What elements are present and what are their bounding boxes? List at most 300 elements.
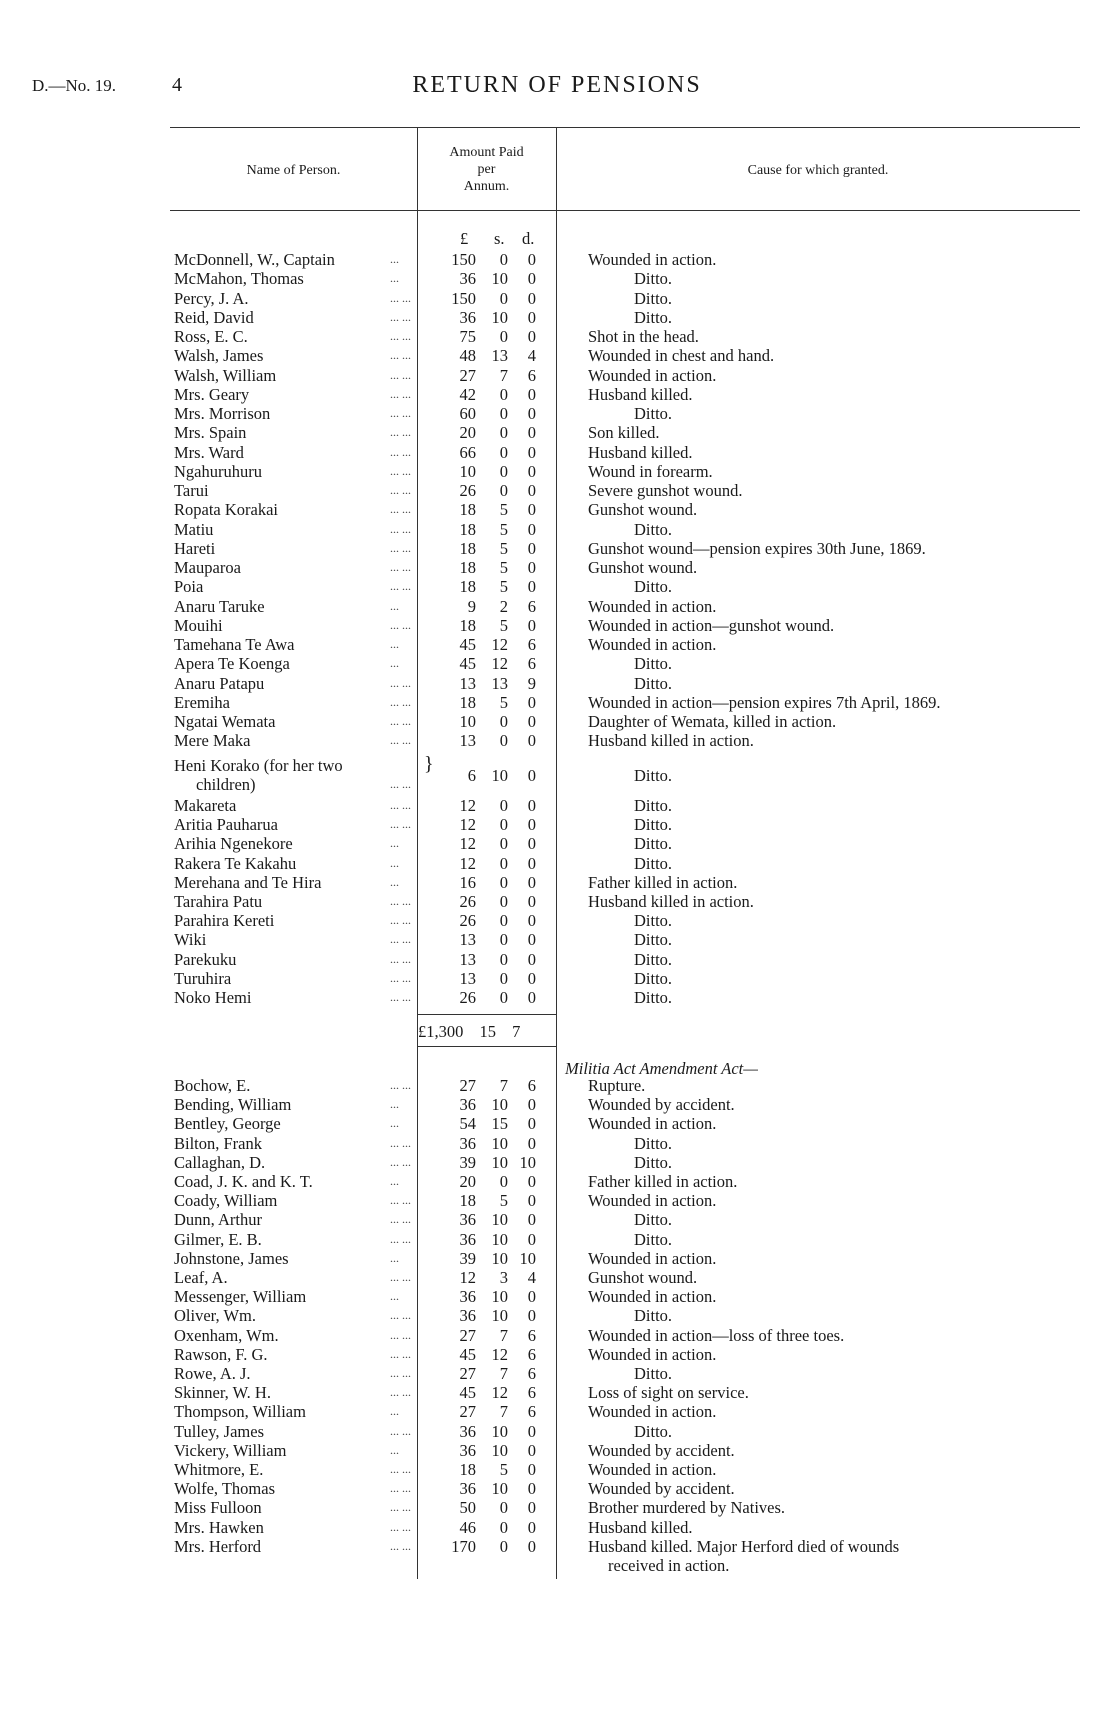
row-leader-dots: ... ... xyxy=(390,1346,411,1361)
row-pounds: 170 xyxy=(451,1537,476,1556)
unit-pence: d. xyxy=(522,229,535,248)
row-cause: Wounded by accident. xyxy=(588,1440,735,1460)
row-leader-dots: ... xyxy=(390,637,399,651)
row-cause: Wounded in action. xyxy=(588,1191,717,1211)
table-row xyxy=(0,1210,1114,1229)
row-name: Johnstone, James xyxy=(174,1248,289,1268)
row-leader-dots: ... ... xyxy=(390,1385,411,1400)
row-leader-dots: ... ... xyxy=(390,367,411,382)
row-leader-dots: ... ... xyxy=(390,1308,411,1323)
table-row xyxy=(0,834,1114,853)
row-pence: 0 xyxy=(527,796,536,815)
document-reference: D.—No. 19. xyxy=(32,76,117,95)
row-pounds: 10 xyxy=(459,461,476,481)
row-pounds: 27 xyxy=(459,1076,476,1095)
row-shillings: 0 xyxy=(499,988,508,1007)
row-leader-dots: ... ... xyxy=(390,1462,411,1476)
row-pence: 0 xyxy=(527,538,536,558)
row-shillings: 0 xyxy=(499,872,508,892)
row-pence: 0 xyxy=(527,327,536,346)
row-shillings: 7 xyxy=(499,1076,508,1095)
table-row-herford xyxy=(0,1537,1114,1577)
table-row xyxy=(0,1479,1114,1498)
row-leader-dots: ... ... xyxy=(390,675,411,690)
table-row xyxy=(0,1191,1114,1210)
row-name: Ropata Korakai xyxy=(174,500,279,520)
row-name: Walsh, James xyxy=(174,346,264,366)
row-leader-dots: ... ... xyxy=(390,951,411,966)
row-pence: 0 xyxy=(527,1440,536,1460)
row-leader-dots: ... xyxy=(390,855,399,870)
row-pence: 0 xyxy=(527,461,536,481)
row-name: Apera Te Koenga xyxy=(174,654,290,674)
table-row xyxy=(0,500,1114,519)
unit-pounds: £ xyxy=(460,229,469,248)
row-pounds: 18 xyxy=(459,615,476,635)
row-shillings: 5 xyxy=(499,538,508,558)
row-cause: Father killed in action. xyxy=(588,1172,738,1191)
row-shillings: 0 xyxy=(499,731,508,751)
table-row xyxy=(0,327,1114,346)
table-row xyxy=(0,674,1114,693)
row-shillings: 12 xyxy=(491,654,508,674)
row-name: Coad, J. K. and K. T. xyxy=(174,1172,313,1191)
row-name: Vickery, William xyxy=(174,1440,287,1460)
row-leader-dots: ... xyxy=(390,656,399,671)
row-shillings: 5 xyxy=(499,577,508,597)
row-pounds: 12 xyxy=(459,796,476,815)
table-row xyxy=(0,404,1114,423)
row-leader-dots: ... ... xyxy=(390,329,411,343)
table-row xyxy=(0,308,1114,327)
row-pence: 0 xyxy=(527,423,536,443)
row-pence: 0 xyxy=(527,481,536,500)
row-pence: 0 xyxy=(527,1306,536,1326)
row-cause: Husband killed in action. xyxy=(588,731,754,751)
row-pence: 0 xyxy=(527,853,536,873)
row-name: Ngahuruhuru xyxy=(174,461,262,481)
row-pounds: 26 xyxy=(459,892,476,911)
row-name: Heni Korako (for her two xyxy=(174,756,343,775)
row-leader-dots: ... xyxy=(390,1442,399,1457)
row-pounds: 27 xyxy=(459,1325,476,1345)
row-leader-dots: ... ... xyxy=(390,1519,411,1534)
row-pence: 4 xyxy=(527,346,536,366)
row-pounds: 36 xyxy=(459,269,476,289)
table-row xyxy=(0,796,1114,815)
row-cause: Ditto. xyxy=(634,988,673,1007)
row-shillings: 10 xyxy=(491,1287,508,1307)
row-name: Coady, William xyxy=(174,1191,278,1211)
table-row xyxy=(0,1422,1114,1441)
table-row xyxy=(0,577,1114,596)
row-pounds: 45 xyxy=(459,1344,476,1364)
row-pounds: 45 xyxy=(459,635,476,654)
row-pence: 6 xyxy=(527,1402,536,1422)
row-pence: 0 xyxy=(527,384,536,404)
row-pounds: 36 xyxy=(459,307,476,327)
row-pence: 0 xyxy=(527,1133,536,1153)
row-shillings: 0 xyxy=(499,911,508,931)
row-cause: Ditto. xyxy=(634,834,673,854)
row-leader-dots: ... xyxy=(390,1116,399,1131)
row-name: Noko Hemi xyxy=(174,988,252,1007)
row-shillings: 3 xyxy=(499,1268,508,1287)
row-cause: Wounded in action. xyxy=(588,596,717,616)
table-row xyxy=(0,854,1114,873)
row-shillings: 7 xyxy=(499,1325,508,1345)
row-name: Mrs. Geary xyxy=(174,384,250,404)
row-shillings: 10 xyxy=(491,1210,508,1230)
row-shillings: 10 xyxy=(491,1229,508,1249)
row-pounds: 18 xyxy=(459,577,476,597)
row-pounds: 12 xyxy=(459,815,476,835)
table-row xyxy=(0,520,1114,539)
column-header-name: Name of Person. xyxy=(246,163,341,178)
row-cause: Ditto. xyxy=(634,269,673,289)
row-pounds: 9 xyxy=(467,596,476,616)
row-pounds: 13 xyxy=(459,731,476,751)
row-name: Parekuku xyxy=(174,949,237,969)
row-pence: 0 xyxy=(527,269,536,289)
table-row xyxy=(0,616,1114,635)
row-pence: 0 xyxy=(527,930,536,950)
row-leader-dots: ... ... xyxy=(390,694,411,709)
row-leader-dots: ... ... xyxy=(390,1423,411,1438)
row-cause: Ditto. xyxy=(634,930,673,950)
table-row xyxy=(0,1364,1114,1383)
row-shillings: 10 xyxy=(491,1133,508,1153)
row-shillings: 10 xyxy=(491,269,508,289)
table-row xyxy=(0,1345,1114,1364)
row-pounds: 48 xyxy=(459,346,476,366)
row-pounds: 150 xyxy=(451,250,476,269)
row-name: Oxenham, Wm. xyxy=(174,1325,279,1345)
row-cause: Ditto. xyxy=(634,815,673,835)
table-row xyxy=(0,1326,1114,1345)
table-row xyxy=(0,654,1114,673)
row-cause: Wounded in action. xyxy=(588,1287,717,1307)
row-pounds: 50 xyxy=(459,1498,476,1518)
table-row xyxy=(0,443,1114,462)
row-cause: Ditto. xyxy=(634,1364,673,1383)
row-shillings: 0 xyxy=(499,481,508,500)
row-name: Eremiha xyxy=(174,692,230,712)
row-leader-dots: ... ... xyxy=(390,425,411,440)
row-shillings: 0 xyxy=(499,423,508,443)
row-pounds: 27 xyxy=(459,1364,476,1383)
row-pounds: 36 xyxy=(459,1133,476,1153)
column-header-cause: Cause for which granted. xyxy=(747,163,889,178)
row-shillings: 7 xyxy=(499,365,508,385)
row-leader-dots: ... ... xyxy=(390,444,411,459)
row-name: Mrs. Ward xyxy=(174,442,244,462)
row-name: Tarahira Patu xyxy=(174,892,263,911)
row-name: Matiu xyxy=(174,519,214,539)
row-pence: 0 xyxy=(527,692,536,712)
row-pounds: 42 xyxy=(459,384,476,404)
row-cause: Shot in the head. xyxy=(588,327,699,346)
row-name: Mrs. Herford xyxy=(174,1537,262,1556)
row-name: Rawson, F. G. xyxy=(174,1344,268,1364)
column-header-amount-line1: Amount Paid xyxy=(449,145,524,160)
row-pounds: 27 xyxy=(459,1402,476,1422)
row-pence: 6 xyxy=(527,1325,536,1345)
table-row xyxy=(0,731,1114,750)
row-shillings: 12 xyxy=(491,1344,508,1364)
table-row-heni-korako xyxy=(0,753,1114,796)
row-name: Callaghan, D. xyxy=(174,1152,266,1172)
row-name: Mere Maka xyxy=(174,731,251,751)
table-row xyxy=(0,462,1114,481)
row-cause: Ditto. xyxy=(634,766,673,785)
table-row xyxy=(0,539,1114,558)
row-pence: 0 xyxy=(527,766,536,785)
row-shillings: 0 xyxy=(499,327,508,346)
row-name: Dunn, Arthur xyxy=(174,1210,262,1230)
total-top-rule xyxy=(417,1014,556,1015)
row-pence: 0 xyxy=(527,307,536,327)
row-shillings: 5 xyxy=(499,1191,508,1211)
table-row xyxy=(0,558,1114,577)
row-name-continued: children) xyxy=(196,775,256,794)
row-cause: Husband killed. xyxy=(588,442,693,462)
row-pence: 6 xyxy=(527,654,536,674)
row-pounds: 36 xyxy=(459,1287,476,1307)
column-header-amount-line2: per xyxy=(477,162,496,177)
row-pence: 0 xyxy=(527,1210,536,1230)
row-pounds: 13 xyxy=(459,930,476,950)
row-leader-dots: ... ... xyxy=(390,1366,411,1380)
section-heading: Militia Act Amendment Act— xyxy=(565,1059,758,1078)
row-shillings: 7 xyxy=(499,1364,508,1383)
row-leader-dots: ... ... xyxy=(390,714,411,728)
row-pence: 10 xyxy=(519,1248,536,1268)
row-cause: Loss of sight on service. xyxy=(588,1383,749,1403)
row-name: Reid, David xyxy=(174,307,254,327)
row-name: Gilmer, E. B. xyxy=(174,1229,262,1249)
row-cause: Wounded in action. xyxy=(588,1344,717,1364)
row-cause: Wounded by accident. xyxy=(588,1095,735,1115)
row-pence: 0 xyxy=(527,1114,536,1134)
row-shillings: 5 xyxy=(499,615,508,635)
row-shillings: 7 xyxy=(499,1402,508,1422)
row-pence: 0 xyxy=(527,500,536,520)
row-name: Rakera Te Kakahu xyxy=(174,853,297,873)
row-leader-dots: ... ... xyxy=(390,1500,411,1515)
row-name: Mrs. Spain xyxy=(174,423,247,443)
row-cause: Gunshot wound. xyxy=(588,1268,698,1287)
row-pounds: 6 xyxy=(467,766,476,785)
row-pence: 0 xyxy=(527,519,536,539)
row-pounds: 36 xyxy=(459,1479,476,1499)
row-pounds: 13 xyxy=(459,968,476,988)
row-pence: 0 xyxy=(527,968,536,988)
row-shillings: 0 xyxy=(499,442,508,462)
row-pence: 6 xyxy=(527,635,536,654)
row-leader-dots: ... xyxy=(390,598,399,613)
table-row xyxy=(0,385,1114,404)
table-row xyxy=(0,892,1114,911)
row-name: Mauparoa xyxy=(174,558,241,577)
row-cause: Ditto. xyxy=(634,404,673,423)
table-row xyxy=(0,1306,1114,1325)
row-pence: 0 xyxy=(527,442,536,462)
row-pence: 0 xyxy=(527,404,536,423)
row-cause: Father killed in action. xyxy=(588,872,738,892)
row-leader-dots: ... ... xyxy=(390,817,411,832)
row-cause: Wounded in action. xyxy=(588,365,717,385)
row-name: Whitmore, E. xyxy=(174,1460,264,1479)
row-name: Tarui xyxy=(174,481,209,500)
row-cause: Husband killed. xyxy=(588,384,693,404)
row-cause: Rupture. xyxy=(588,1076,646,1095)
row-cause: Wounded in action. xyxy=(588,1460,717,1479)
table-row xyxy=(0,969,1114,988)
row-name: Hareti xyxy=(174,538,216,558)
row-pounds: 60 xyxy=(459,404,476,423)
table-row xyxy=(0,481,1114,500)
row-pence: 0 xyxy=(527,288,536,308)
row-pence: 0 xyxy=(527,1498,536,1518)
row-shillings: 0 xyxy=(499,250,508,269)
row-pounds: 20 xyxy=(459,423,476,443)
row-pounds: 36 xyxy=(459,1306,476,1326)
row-cause: Ditto. xyxy=(634,654,673,674)
row-leader-dots: ... ... xyxy=(390,502,411,517)
page-title: RETURN OF PENSIONS xyxy=(412,72,702,98)
table-row xyxy=(0,1114,1114,1133)
row-shillings: 5 xyxy=(499,500,508,520)
table-row xyxy=(0,1383,1114,1402)
row-leader-dots: ... ... xyxy=(390,290,411,305)
row-pence: 0 xyxy=(527,1287,536,1307)
row-cause: Wounded in action—gunshot wound. xyxy=(588,615,835,635)
table-row xyxy=(0,269,1114,288)
table-row xyxy=(0,635,1114,654)
unit-shillings: s. xyxy=(494,229,505,248)
row-name: Turuhira xyxy=(174,968,232,988)
row-cause: Wounded in action. xyxy=(588,635,717,654)
row-pence: 0 xyxy=(527,1421,536,1441)
row-leader-dots: ... ... xyxy=(390,1135,411,1150)
table-row xyxy=(0,1498,1114,1517)
row-pounds: 13 xyxy=(459,673,476,693)
row-pounds: 66 xyxy=(459,442,476,462)
row-leader-dots: ... ... xyxy=(390,798,411,812)
row-name: McDonnell, W., Captain xyxy=(174,250,335,269)
row-cause: Wounded in action. xyxy=(588,1402,717,1422)
row-shillings: 0 xyxy=(499,949,508,969)
row-leader-dots: ... xyxy=(390,1174,399,1188)
row-pounds: 12 xyxy=(459,834,476,854)
row-cause: Wounded in action. xyxy=(588,1114,717,1134)
row-shillings: 0 xyxy=(499,834,508,854)
row-shillings: 5 xyxy=(499,519,508,539)
row-name: Ngatai Wemata xyxy=(174,712,276,731)
row-shillings: 0 xyxy=(499,815,508,835)
row-shillings: 0 xyxy=(499,892,508,911)
row-name: McMahon, Thomas xyxy=(174,269,304,289)
total-bottom-rule xyxy=(417,1046,556,1047)
row-pence: 4 xyxy=(527,1268,536,1287)
row-pounds: 36 xyxy=(459,1229,476,1249)
row-leader-dots: ... ... xyxy=(390,1231,411,1246)
row-pence: 0 xyxy=(527,1172,536,1191)
row-name: Parahira Kereti xyxy=(174,911,275,931)
table-row xyxy=(0,1153,1114,1172)
row-leader-dots: ... ... xyxy=(390,406,411,420)
row-name: Wolfe, Thomas xyxy=(174,1479,276,1499)
row-leader-dots: ... ... xyxy=(390,894,411,908)
row-name: Anaru Patapu xyxy=(174,673,265,693)
row-shillings: 12 xyxy=(491,635,508,654)
row-shillings: 0 xyxy=(499,461,508,481)
row-pounds: 45 xyxy=(459,1383,476,1403)
row-cause: Ditto. xyxy=(634,1421,673,1441)
row-name: Miss Fulloon xyxy=(174,1498,262,1518)
row-name: Bentley, George xyxy=(174,1114,281,1134)
table-row xyxy=(0,1268,1114,1287)
row-shillings: 5 xyxy=(499,1460,508,1479)
row-cause: Brother murdered by Natives. xyxy=(588,1498,786,1518)
row-cause: Severe gunshot wound. xyxy=(588,481,743,500)
row-cause: Wounded in action—loss of three toes. xyxy=(588,1325,845,1345)
row-pounds: 27 xyxy=(459,365,476,385)
row-cause: Husband killed in action. xyxy=(588,892,754,911)
row-leader-dots: ... xyxy=(390,874,399,889)
row-cause: Ditto. xyxy=(634,577,673,597)
row-name: Messenger, William xyxy=(174,1287,307,1307)
row-cause: Ditto. xyxy=(634,673,673,693)
row-cause: Ditto. xyxy=(634,949,673,969)
row-shillings: 0 xyxy=(499,712,508,731)
row-leader-dots: ... ... xyxy=(390,1212,411,1227)
table-row xyxy=(0,1249,1114,1268)
table-row xyxy=(0,1441,1114,1460)
row-name: Arihia Ngenekore xyxy=(174,834,293,854)
row-shillings: 10 xyxy=(491,1479,508,1499)
row-pence: 0 xyxy=(527,250,536,269)
row-shillings: 5 xyxy=(499,692,508,712)
row-pence: 0 xyxy=(527,1229,536,1249)
row-name: Wiki xyxy=(174,930,207,950)
row-shillings: 0 xyxy=(499,930,508,950)
table-row xyxy=(0,693,1114,712)
row-pounds: 18 xyxy=(459,692,476,712)
row-shillings: 10 xyxy=(491,1421,508,1441)
row-leader-dots: ... ... xyxy=(390,777,411,791)
row-cause: Gunshot wound—pension expires 30th June, 1869. xyxy=(588,538,926,558)
table-row xyxy=(0,1402,1114,1421)
table-row xyxy=(0,250,1114,269)
row-shillings: 0 xyxy=(499,1172,508,1191)
row-cause: Ditto. xyxy=(634,307,673,327)
row-pence: 0 xyxy=(527,1191,536,1211)
row-pounds: 10 xyxy=(459,712,476,731)
row-shillings: 15 xyxy=(491,1114,508,1134)
row-name: Skinner, W. H. xyxy=(174,1383,271,1403)
row-name: Bending, William xyxy=(174,1095,292,1115)
table-row xyxy=(0,1287,1114,1306)
row-leader-dots: ... xyxy=(390,252,399,266)
row-pounds: 36 xyxy=(459,1210,476,1230)
row-pounds: 36 xyxy=(459,1421,476,1441)
row-pence: 0 xyxy=(527,577,536,597)
table-row xyxy=(0,930,1114,949)
row-leader-dots: ... ... xyxy=(390,617,411,632)
subtotal-pence: 7 xyxy=(512,1022,521,1041)
